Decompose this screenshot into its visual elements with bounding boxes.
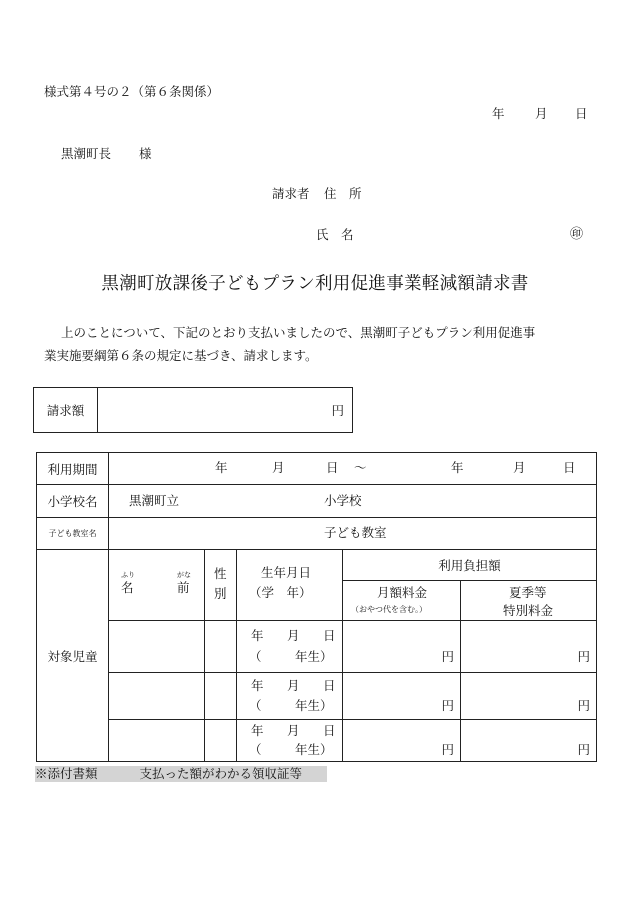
attachment-value: 支払った額がわかる領収証等 <box>139 766 303 781</box>
child-monthly-field[interactable] <box>343 720 461 762</box>
birth-year: 年 <box>251 628 264 643</box>
usage-table <box>36 452 597 762</box>
requester-address-label: 住 所 <box>324 186 362 201</box>
classroom-value: 子ども教室 <box>324 525 387 540</box>
target-children-label: 対象児童 <box>37 550 109 762</box>
child-birth-field[interactable] <box>237 720 343 762</box>
birth-month: 月 <box>287 723 300 738</box>
grade-suffix: 年生） <box>295 698 333 713</box>
monthly-header <box>343 581 461 621</box>
classroom-label: 子ども教室名 <box>37 518 109 550</box>
birth-day: 日 <box>323 628 336 643</box>
birth-year: 年 <box>251 678 264 693</box>
period-field[interactable] <box>109 453 597 485</box>
burden-header: 利用負担額 <box>343 550 597 581</box>
birth-month: 月 <box>287 628 300 643</box>
monthly-yen: 円 <box>441 649 454 664</box>
furigana-gana: がな <box>177 571 191 579</box>
classroom-field[interactable] <box>109 518 597 550</box>
document-title: 黒潮町放課後子どもプラン利用促進事業軽減額請求書 <box>101 274 529 294</box>
sex-header-1: 性 <box>214 566 227 581</box>
name-header <box>109 550 205 621</box>
summer-yen: 円 <box>577 698 591 713</box>
school-suffix: 小学校 <box>324 493 362 508</box>
period-end-month: 月 <box>513 460 526 475</box>
grade-open: （ <box>249 649 262 664</box>
school-prefix: 黒潮町立 <box>129 493 180 508</box>
school-field[interactable] <box>109 485 597 518</box>
amount-table <box>33 387 353 433</box>
monthly-yen: 円 <box>441 742 454 757</box>
child-monthly-field[interactable] <box>343 621 461 673</box>
sex-header <box>205 550 237 621</box>
period-start-year: 年 <box>215 460 228 475</box>
birth-day: 日 <box>323 678 336 693</box>
monthly-label: 月額料金 <box>377 585 428 600</box>
child-sex-field[interactable] <box>205 621 237 673</box>
grade-suffix: 年生） <box>295 649 333 664</box>
name-header-na: 名 <box>121 580 134 595</box>
period-end-day: 日 <box>563 460 576 475</box>
child-birth-field[interactable] <box>237 621 343 673</box>
birth-header <box>237 550 343 621</box>
form-number: 様式第４号の２（第６条関係） <box>44 84 220 99</box>
attachment-note <box>35 766 327 782</box>
requester-name-label: 氏 名 <box>316 227 354 242</box>
child-name-field[interactable] <box>109 621 205 673</box>
child-monthly-field[interactable] <box>343 673 461 720</box>
child-name-field[interactable] <box>109 720 205 762</box>
grade-open: （ <box>249 698 262 713</box>
addressee-office: 黒潮町長 <box>61 146 112 161</box>
seal-mark: ㊞ <box>570 227 584 242</box>
summer-label-2: 特別料金 <box>503 603 554 618</box>
child-sex-field[interactable] <box>205 673 237 720</box>
period-start-month: 月 <box>272 460 285 475</box>
child-row <box>37 621 597 673</box>
amount-field[interactable] <box>98 388 353 433</box>
birth-day: 日 <box>323 723 336 738</box>
grade-suffix: 年生） <box>295 742 333 757</box>
summer-yen: 円 <box>577 742 591 757</box>
period-tilde: ～ <box>354 460 367 475</box>
body-text-line-1: 上のことについて、下記のとおり支払いましたので、黒潮町子どもプラン利用促進事 <box>61 325 536 340</box>
child-birth-field[interactable] <box>237 673 343 720</box>
name-header-mae: 前 <box>177 580 190 595</box>
child-sex-field[interactable] <box>205 720 237 762</box>
date-month-label: 月 <box>535 106 548 121</box>
birth-year: 年 <box>251 723 264 738</box>
birth-month: 月 <box>287 678 300 693</box>
child-summer-field[interactable] <box>461 621 597 673</box>
period-label: 利用期間 <box>37 453 109 485</box>
birth-header-2: （学 年） <box>249 585 312 600</box>
grade-open: （ <box>249 742 262 757</box>
child-summer-field[interactable] <box>461 720 597 762</box>
furigana-furi: ふり <box>121 571 135 579</box>
amount-label: 請求額 <box>34 388 98 433</box>
period-start-day: 日 <box>326 460 339 475</box>
birth-header-1: 生年月日 <box>261 565 312 580</box>
child-name-field[interactable] <box>109 673 205 720</box>
body-text-line-2: 業実施要綱第６条の規定に基づき、請求します。 <box>44 348 318 363</box>
date-year-label: 年 <box>492 106 505 121</box>
date-day-label: 日 <box>575 106 588 121</box>
attachment-label: ※添付書類 <box>35 766 98 781</box>
period-end-year: 年 <box>451 460 464 475</box>
amount-unit: 円 <box>331 403 344 418</box>
child-summer-field[interactable] <box>461 673 597 720</box>
summer-header <box>461 581 597 621</box>
child-row <box>37 720 597 762</box>
requester-label: 請求者 <box>272 186 310 201</box>
addressee-honorific: 様 <box>139 146 152 161</box>
sex-header-2: 別 <box>214 586 227 601</box>
addressee <box>61 148 152 161</box>
child-row <box>37 673 597 720</box>
monthly-yen: 円 <box>441 698 454 713</box>
summer-yen: 円 <box>577 649 591 664</box>
summer-label-1: 夏季等 <box>509 585 547 600</box>
school-label: 小学校名 <box>37 485 109 518</box>
monthly-note: （おやつ代を含む。） <box>351 605 427 614</box>
